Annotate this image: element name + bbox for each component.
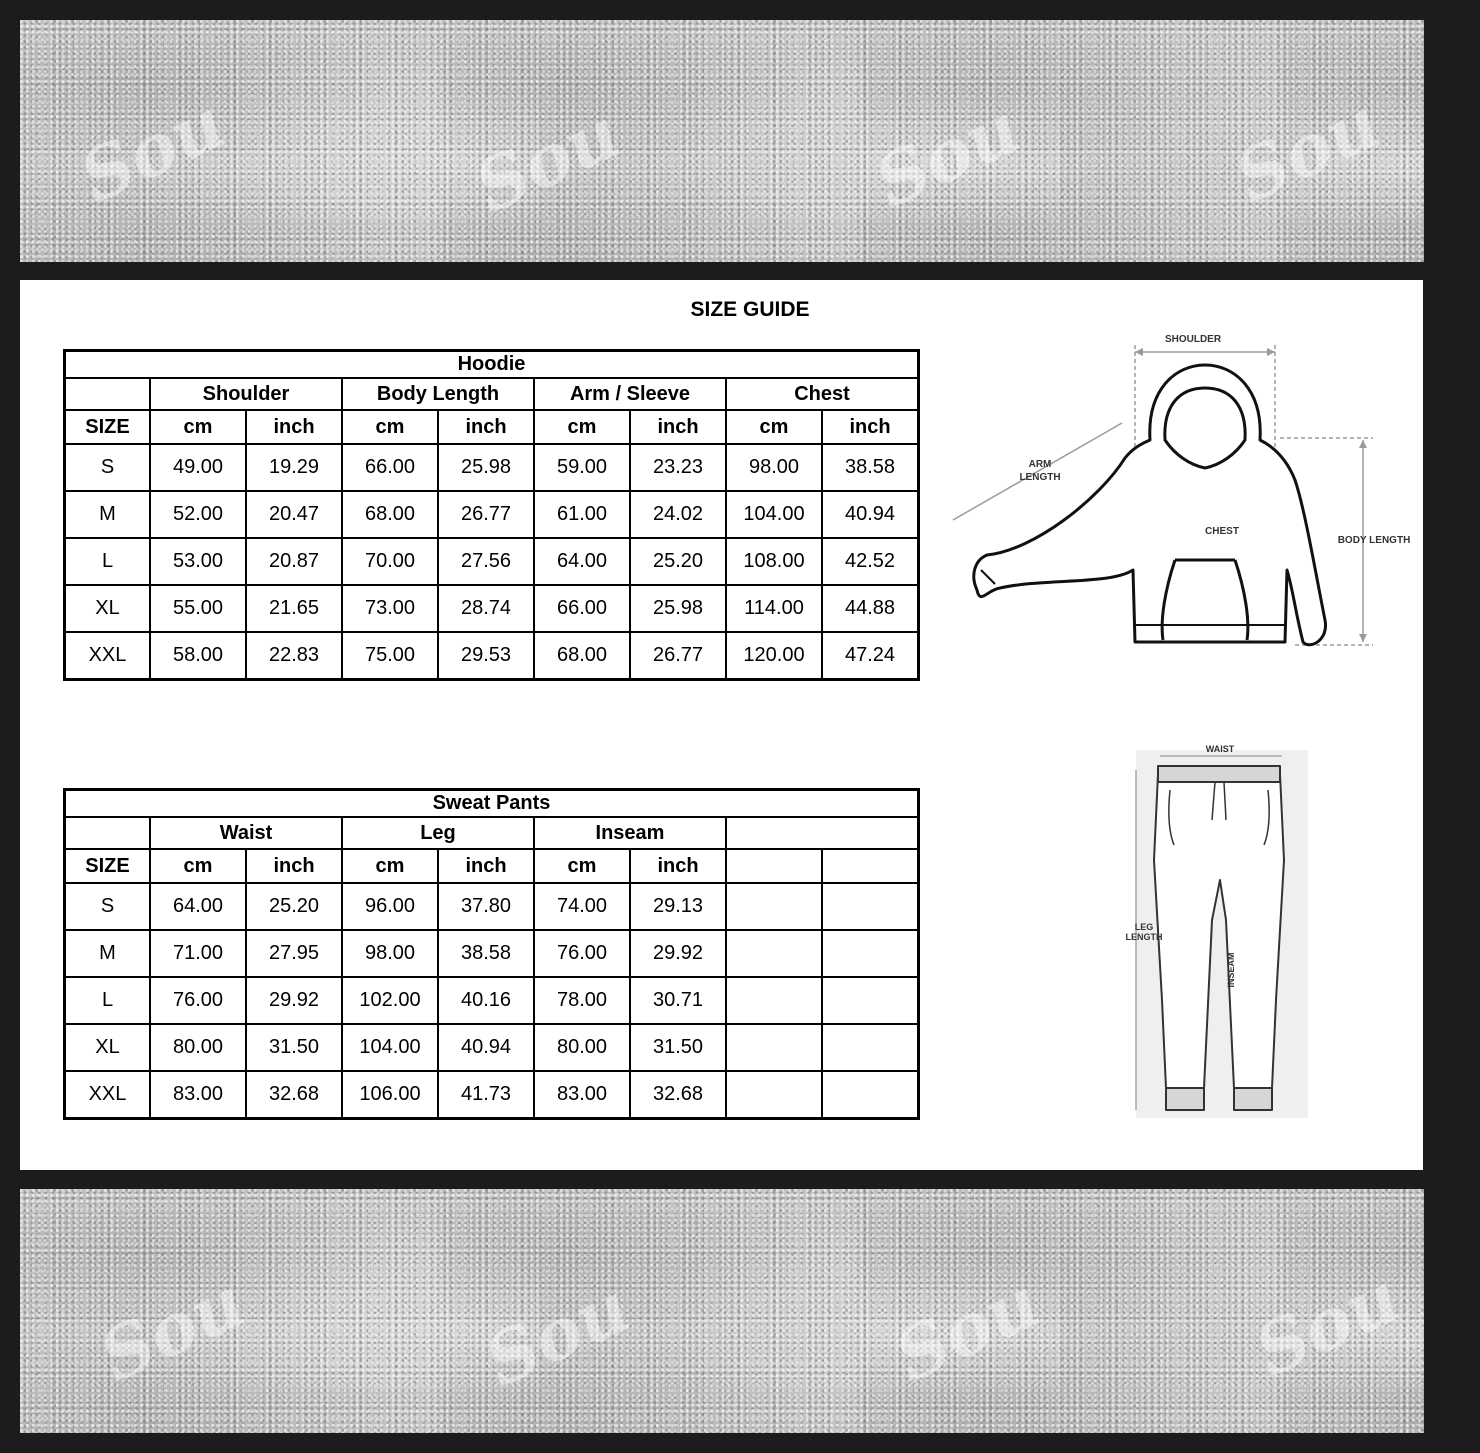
empty-header-cell [65,817,151,849]
value-cell: 53.00 [150,538,246,585]
unit-header: inch [630,849,726,883]
value-cell: 31.50 [246,1024,342,1071]
watermark-logo [87,1249,257,1399]
value-cell: 96.00 [342,883,438,930]
value-cell: 64.00 [150,883,246,930]
watermark-logo [462,80,632,230]
table-row [65,883,919,930]
value-cell: 44.88 [822,585,919,632]
sweat-pants-diagram [1100,740,1320,1120]
table-row [65,1071,919,1119]
size-cell: XXL [65,632,151,680]
value-cell: 29.53 [438,632,534,680]
value-cell: 74.00 [534,883,630,930]
unit-header: inch [438,849,534,883]
value-cell: 78.00 [534,977,630,1024]
value-cell: 98.00 [342,930,438,977]
value-cell: 37.80 [438,883,534,930]
unit-header: cm [342,849,438,883]
value-cell: 73.00 [342,585,438,632]
measurement-header: Body Length [342,378,534,410]
watermark-logo [472,1254,642,1404]
table-row [65,1024,919,1071]
size-cell: XL [65,585,151,632]
svg-text:Sou: Sou [882,1260,1052,1398]
value-cell [726,1071,822,1119]
value-cell: 80.00 [534,1024,630,1071]
table-row [65,930,919,977]
value-cell: 32.68 [630,1071,726,1119]
value-cell: 83.00 [534,1071,630,1119]
value-cell: 41.73 [438,1071,534,1119]
value-cell: 38.58 [822,444,919,491]
hoodie-outline [974,365,1326,645]
page-title: SIZE GUIDE [690,298,810,321]
value-cell: 38.58 [438,930,534,977]
leg-length-label-line2: LENGTH [1125,932,1163,942]
measurement-header-row [65,378,919,410]
value-cell: 83.00 [150,1071,246,1119]
value-cell: 21.65 [246,585,342,632]
value-cell [822,1024,919,1071]
value-cell: 31.50 [630,1024,726,1071]
value-cell: 47.24 [822,632,919,680]
value-cell: 104.00 [726,491,822,538]
value-cell: 29.92 [630,930,726,977]
value-cell [822,977,919,1024]
value-cell [822,1071,919,1119]
value-cell: 28.74 [438,585,534,632]
value-cell: 66.00 [534,585,630,632]
measurement-header: Waist [150,817,342,849]
unit-header [822,849,919,883]
measurement-header: Shoulder [150,378,342,410]
value-cell: 25.98 [438,444,534,491]
table-row [65,538,919,585]
size-cell: M [65,491,151,538]
table-row [65,444,919,491]
value-cell: 66.00 [342,444,438,491]
value-cell: 58.00 [150,632,246,680]
value-cell: 59.00 [534,444,630,491]
inseam-label: INSEAM [1226,952,1236,988]
table-title-row [65,351,919,379]
unit-header-row [65,410,919,444]
unit-header: cm [534,849,630,883]
svg-text:Sou: Sou [472,1265,642,1403]
leg-length-label-line1: LEG [1134,922,1154,932]
unit-header: inch [630,410,726,444]
measurement-header: Leg [342,817,534,849]
value-cell: 64.00 [534,538,630,585]
shoulder-label: SHOULDER [1164,334,1222,345]
value-cell: 80.00 [150,1024,246,1071]
unit-header: inch [822,410,919,444]
measurement-header: Inseam [534,817,726,849]
value-cell: 26.77 [630,632,726,680]
waist-label: WAIST [1205,744,1235,754]
watermark-logo [882,1249,1052,1399]
value-cell: 22.83 [246,632,342,680]
unit-header: inch [246,410,342,444]
svg-text:Sou: Sou [87,1260,257,1398]
svg-text:Sou: Sou [67,81,237,219]
arm-length-label-line1: ARM [1028,459,1052,470]
unit-header: inch [438,410,534,444]
watermark-logo [67,70,237,220]
value-cell: 27.95 [246,930,342,977]
table-title: Hoodie [65,351,919,379]
size-cell: S [65,444,151,491]
value-cell: 70.00 [342,538,438,585]
unit-header: cm [150,410,246,444]
value-cell: 25.20 [246,883,342,930]
value-cell: 114.00 [726,585,822,632]
value-cell [726,883,822,930]
value-cell: 102.00 [342,977,438,1024]
unit-header: cm [150,849,246,883]
table-row [65,491,919,538]
size-cell: L [65,538,151,585]
watermark-logo [1222,70,1392,220]
value-cell [822,930,919,977]
value-cell: 68.00 [342,491,438,538]
size-cell: XL [65,1024,151,1071]
value-cell: 29.13 [630,883,726,930]
value-cell: 98.00 [726,444,822,491]
size-cell: S [65,883,151,930]
size-cell: XXL [65,1071,151,1119]
value-cell: 106.00 [342,1071,438,1119]
svg-text:Sou: Sou [1222,81,1392,219]
size-cell: L [65,977,151,1024]
svg-text:Sou: Sou [462,91,632,229]
hoodie-diagram [925,320,1415,670]
size-guide-panel [20,280,1423,1170]
value-cell: 25.98 [630,585,726,632]
value-cell: 61.00 [534,491,630,538]
svg-text:Sou: Sou [1242,1255,1412,1393]
value-cell: 24.02 [630,491,726,538]
table-row [65,585,919,632]
unit-header-row [65,849,919,883]
size-header: SIZE [65,410,151,444]
watermark-logo [862,75,1032,225]
value-cell: 25.20 [630,538,726,585]
unit-header: inch [246,849,342,883]
watermark-logo [1242,1244,1412,1394]
value-cell: 68.00 [534,632,630,680]
value-cell: 30.71 [630,977,726,1024]
value-cell: 76.00 [150,977,246,1024]
value-cell: 49.00 [150,444,246,491]
unit-header: cm [534,410,630,444]
top-texture-band [20,20,1424,262]
value-cell: 27.56 [438,538,534,585]
value-cell [822,883,919,930]
value-cell: 52.00 [150,491,246,538]
value-cell [726,930,822,977]
bottom-texture-band [20,1189,1424,1433]
value-cell: 40.94 [822,491,919,538]
unit-header [726,849,822,883]
body-length-label: BODY LENGTH [1337,535,1411,546]
value-cell: 32.68 [246,1071,342,1119]
value-cell: 76.00 [534,930,630,977]
hoodie-size-table [63,349,920,681]
size-cell: M [65,930,151,977]
table-row [65,632,919,680]
value-cell: 104.00 [342,1024,438,1071]
measurement-header-row [65,817,919,849]
chest-label: CHEST [1205,526,1239,537]
sweat-pants-size-table [63,788,920,1120]
value-cell: 20.87 [246,538,342,585]
value-cell: 120.00 [726,632,822,680]
value-cell: 108.00 [726,538,822,585]
measurement-header: Arm / Sleeve [534,378,726,410]
arm-length-label-line2: LENGTH [1019,472,1061,483]
unit-header: cm [726,410,822,444]
value-cell: 71.00 [150,930,246,977]
value-cell: 20.47 [246,491,342,538]
value-cell: 42.52 [822,538,919,585]
value-cell [726,1024,822,1071]
value-cell: 40.94 [438,1024,534,1071]
measurement-header: Chest [726,378,919,410]
empty-header-cell [65,378,151,410]
value-cell: 23.23 [630,444,726,491]
svg-text:Sou: Sou [862,86,1032,224]
value-cell [726,977,822,1024]
value-cell: 19.29 [246,444,342,491]
value-cell: 40.16 [438,977,534,1024]
unit-header: cm [342,410,438,444]
measurement-header [726,817,919,849]
table-title: Sweat Pants [65,790,919,818]
table-row [65,977,919,1024]
value-cell: 75.00 [342,632,438,680]
value-cell: 26.77 [438,491,534,538]
size-header: SIZE [65,849,151,883]
table-title-row [65,790,919,818]
value-cell: 55.00 [150,585,246,632]
value-cell: 29.92 [246,977,342,1024]
